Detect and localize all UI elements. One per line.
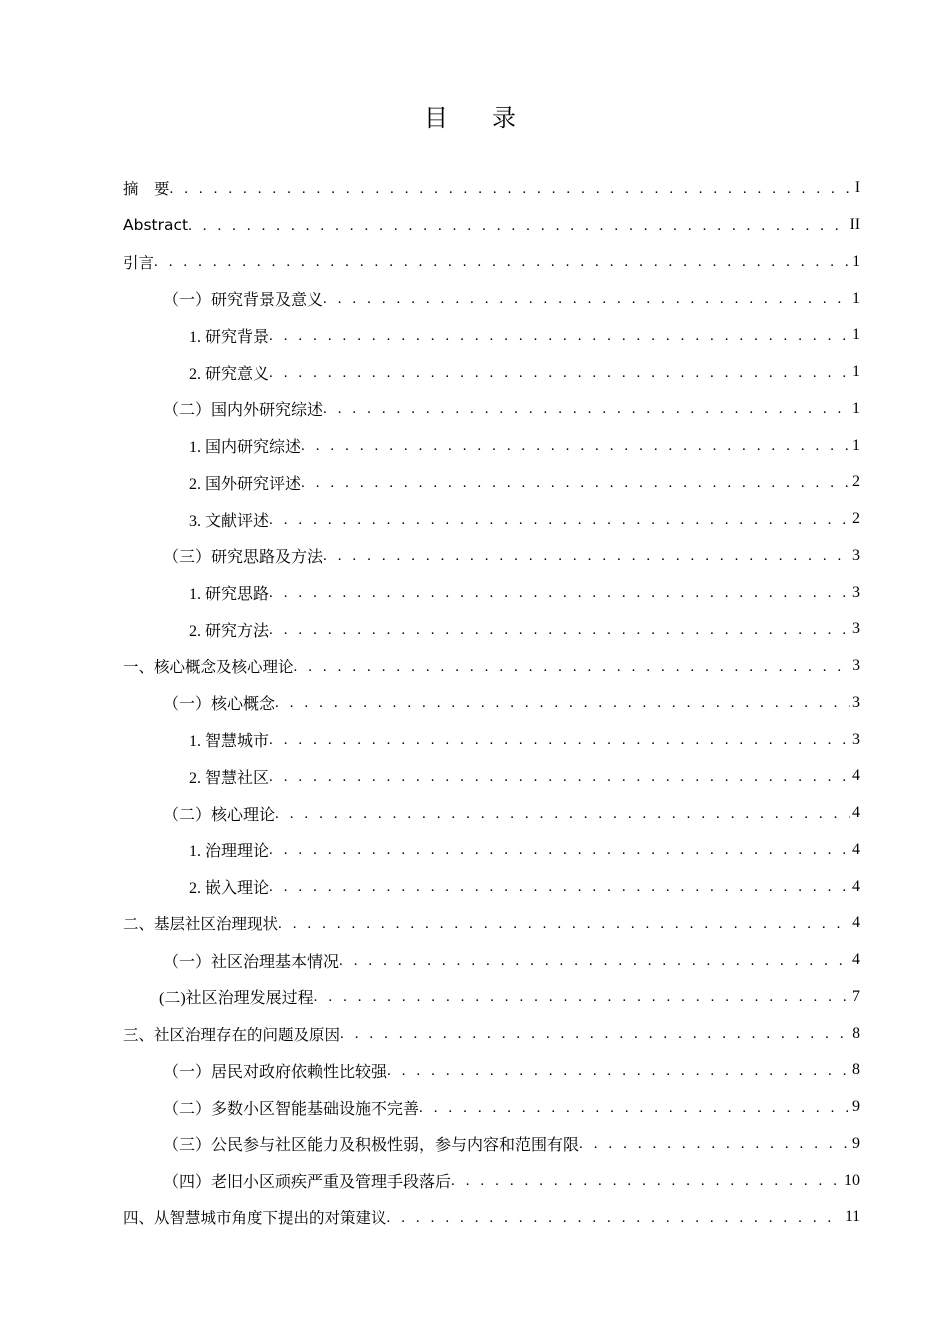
toc-entry-page-number: II <box>849 216 860 234</box>
dot-leader <box>269 877 850 896</box>
toc-entry-page-number: 7 <box>852 987 860 1005</box>
toc-entry-page-number: 8 <box>852 1024 860 1042</box>
toc-entry[interactable] <box>123 354 860 391</box>
toc-entry[interactable] <box>123 1162 860 1199</box>
dot-leader <box>301 436 850 455</box>
toc-entry[interactable] <box>123 611 860 648</box>
dot-leader <box>387 1061 850 1080</box>
dot-leader <box>419 1098 850 1117</box>
toc-entry-label: （二）核心理论 <box>163 806 276 824</box>
toc-entry[interactable] <box>123 795 860 832</box>
dot-leader <box>188 216 848 235</box>
toc-entry-label: （三）研究思路及方法 <box>163 549 324 567</box>
toc-entry-label: 2. 智慧社区 <box>189 769 270 787</box>
toc-entry-label: 1. 智慧城市 <box>189 733 270 751</box>
dot-leader <box>269 730 850 749</box>
toc-entry-page-number: 2 <box>852 510 860 528</box>
toc-entry-label: 3. 文献评述 <box>189 512 270 530</box>
toc-entry[interactable] <box>123 721 860 758</box>
dot-leader <box>275 804 850 823</box>
dot-leader <box>269 363 850 382</box>
toc-entry[interactable] <box>123 685 860 722</box>
toc-entry-label: （二）国内外研究综述 <box>163 402 324 420</box>
toc-entry-page-number: 4 <box>852 914 860 932</box>
dot-leader <box>269 840 850 859</box>
toc-entry[interactable] <box>123 207 860 244</box>
dot-leader <box>269 510 850 529</box>
dot-leader <box>387 1208 844 1227</box>
toc-entry[interactable] <box>123 538 860 575</box>
dot-leader <box>294 657 851 676</box>
table-of-contents <box>123 170 860 1236</box>
toc-entry-label: 2. 研究意义 <box>189 365 270 383</box>
toc-entry-page-number: 1 <box>852 326 860 344</box>
toc-entry-label: 四、从智慧城市角度下提出的对策建议 <box>123 1209 387 1228</box>
toc-entry[interactable] <box>123 574 860 611</box>
toc-entry[interactable] <box>123 942 860 979</box>
toc-entry-page-number: 9 <box>852 1134 860 1152</box>
dot-leader <box>269 767 850 786</box>
toc-entry[interactable] <box>123 758 860 795</box>
toc-entry-page-number: 1 <box>852 289 860 307</box>
toc-entry-label: 1. 研究思路 <box>189 586 270 604</box>
toc-entry[interactable] <box>123 1089 860 1126</box>
dot-leader <box>269 620 850 639</box>
toc-entry-page-number: 4 <box>852 877 860 895</box>
toc-entry-page-number: 4 <box>852 840 860 858</box>
toc-entry[interactable] <box>123 464 860 501</box>
toc-entry[interactable] <box>123 1199 860 1236</box>
dot-leader <box>269 326 850 345</box>
dot-leader <box>323 399 850 418</box>
toc-entry-label: 2. 嵌入理论 <box>189 880 270 898</box>
toc-entry[interactable] <box>123 427 860 464</box>
toc-entry[interactable] <box>123 501 860 538</box>
toc-entry-label: 1. 研究背景 <box>189 328 270 346</box>
toc-entry-label: 摘 要 <box>123 180 170 199</box>
dot-leader <box>340 1024 850 1043</box>
dot-leader <box>579 1134 850 1153</box>
toc-entry[interactable] <box>123 244 860 281</box>
toc-entry-page-number: 4 <box>852 767 860 785</box>
dot-leader <box>269 583 850 602</box>
toc-entry[interactable] <box>123 391 860 428</box>
toc-entry-page-number: 2 <box>852 473 860 491</box>
toc-entry-page-number: 3 <box>852 730 860 748</box>
toc-entry-page-number: 3 <box>852 657 860 675</box>
toc-entry-label: 二、基层社区治理现状 <box>123 915 279 934</box>
toc-entry-page-number: 1 <box>852 252 860 270</box>
toc-entry-label: 引言 <box>123 253 155 272</box>
toc-entry[interactable] <box>123 832 860 869</box>
toc-entry-page-number: 3 <box>852 583 860 601</box>
dot-leader <box>323 289 850 308</box>
toc-entry-page-number: 4 <box>852 951 860 969</box>
toc-entry-label: Abstract <box>123 216 189 235</box>
toc-entry-label: （一）核心概念 <box>163 696 276 714</box>
dot-leader <box>170 179 853 198</box>
toc-entry[interactable] <box>123 280 860 317</box>
toc-entry-label: （一）研究背景及意义 <box>163 292 324 310</box>
toc-entry-page-number: 1 <box>852 436 860 454</box>
toc-entry-label: 一、核心概念及核心理论 <box>123 658 294 677</box>
toc-entry[interactable] <box>123 170 860 207</box>
toc-entry-page-number: 3 <box>852 693 860 711</box>
toc-entry-label: （一）居民对政府依赖性比较强 <box>163 1063 388 1081</box>
dot-leader <box>339 951 850 970</box>
toc-entry-label: 1. 国内研究综述 <box>189 439 302 457</box>
toc-entry-page-number: 8 <box>852 1061 860 1079</box>
toc-entry[interactable] <box>123 317 860 354</box>
toc-entry[interactable] <box>123 648 860 685</box>
toc-entry-page-number: 3 <box>852 620 860 638</box>
toc-entry-label: 1. 治理理论 <box>189 843 270 861</box>
toc-entry-label: （二）多数小区智能基础设施不完善 <box>163 1100 420 1118</box>
toc-entry[interactable] <box>123 1052 860 1089</box>
toc-entry-page-number: 1 <box>852 363 860 381</box>
dot-leader <box>275 693 850 712</box>
toc-entry-label: （一）社区治理基本情况 <box>163 953 340 971</box>
toc-entry-label: （四）老旧小区顽疾严重及管理手段落后 <box>163 1174 452 1192</box>
toc-entry[interactable] <box>123 1126 860 1163</box>
toc-entry[interactable] <box>123 979 860 1016</box>
toc-entry[interactable] <box>123 905 860 942</box>
dot-leader <box>451 1171 842 1190</box>
dot-leader <box>278 914 850 933</box>
dot-leader <box>314 987 850 1006</box>
toc-entry-page-number: 3 <box>852 546 860 564</box>
toc-title: 目 录 <box>424 104 526 132</box>
toc-entry-label: 2. 研究方法 <box>189 622 270 640</box>
toc-entry-page-number: 4 <box>852 804 860 822</box>
dot-leader <box>154 252 850 271</box>
toc-entry-page-number: 11 <box>845 1208 860 1226</box>
dot-leader <box>301 473 850 492</box>
toc-entry[interactable] <box>123 868 860 905</box>
toc-entry-page-number: 10 <box>844 1171 860 1189</box>
toc-entry-page-number: 9 <box>852 1098 860 1116</box>
toc-entry-page-number: I <box>854 179 860 197</box>
toc-entry-label: 三、社区治理存在的问题及原因 <box>123 1025 341 1044</box>
dot-leader <box>323 546 850 565</box>
toc-entry-label: 2. 国外研究评述 <box>189 475 302 493</box>
toc-entry[interactable] <box>123 1015 860 1052</box>
toc-entry-page-number: 1 <box>852 399 860 417</box>
toc-entry-label: （三）公民参与社区能力及积极性弱，参与内容和范围有限 <box>163 1137 580 1155</box>
toc-entry-label: (二)社区治理发展过程 <box>159 990 314 1008</box>
